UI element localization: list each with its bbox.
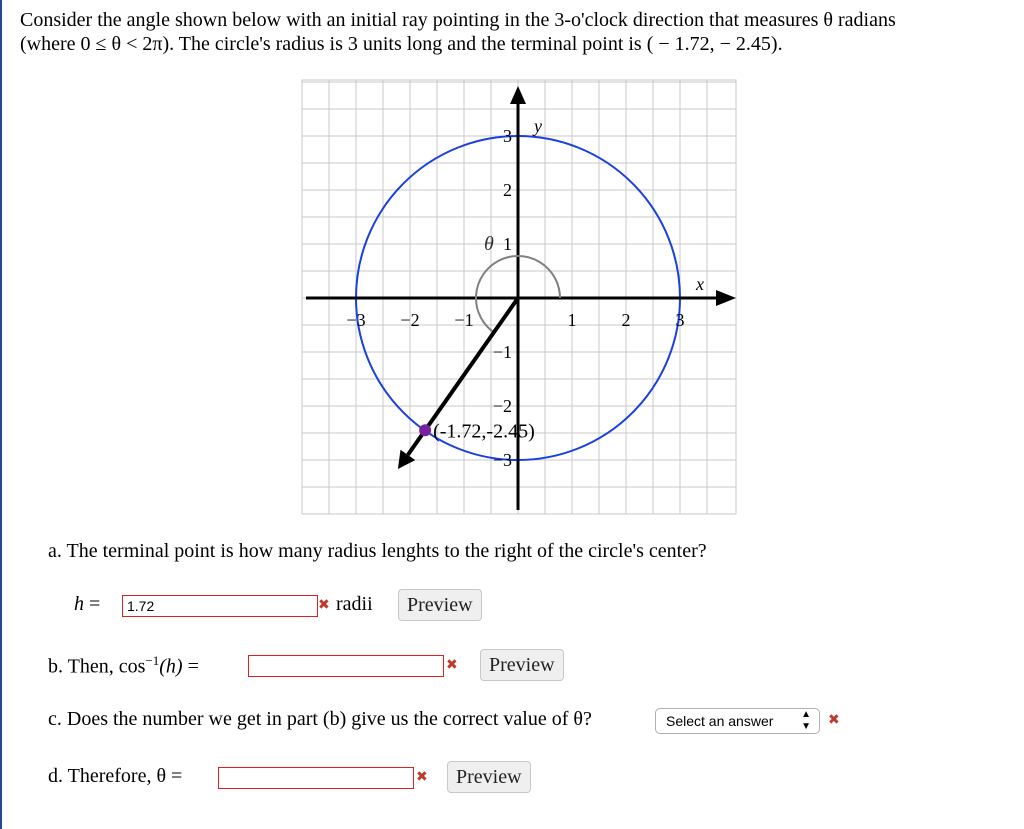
y-tick-label: −2 xyxy=(492,396,512,416)
preview-button-d[interactable]: Preview xyxy=(447,761,531,793)
answer-b-input[interactable] xyxy=(248,655,444,677)
question-a: a. The terminal point is how many radius lenghts to the right of the circle's center? xyxy=(48,540,707,562)
question-b-prefix: b. Then, cos xyxy=(48,655,146,678)
h-variable: h xyxy=(74,593,84,615)
y-tick-label: 3 xyxy=(503,126,512,146)
question-b xyxy=(48,653,199,679)
y-tick-label: 1 xyxy=(503,234,512,254)
terminal-ray-arrowhead xyxy=(398,450,415,469)
inverse-exponent: −1 xyxy=(145,653,160,668)
select-value: Select an answer xyxy=(666,713,774,729)
x-tick-label: −3 xyxy=(346,310,366,330)
x-axis-label: x xyxy=(696,274,704,294)
incorrect-icon: ✖ xyxy=(318,597,330,613)
question-d: d. Therefore, θ = xyxy=(48,765,183,787)
problem-line-1: Consider the angle shown below with an initial ray pointing in the 3-o'clock direction that measures θ radians xyxy=(20,9,896,31)
left-border xyxy=(0,0,2,829)
y-tick-label: −3 xyxy=(492,450,512,470)
terminal-point xyxy=(419,424,431,436)
y-axis-label: y xyxy=(534,116,542,136)
x-tick-label: 2 xyxy=(621,310,631,330)
select-arrows-icon: ▲ ▼ xyxy=(801,709,811,732)
preview-button-a[interactable]: Preview xyxy=(398,589,482,621)
question-b-arg: (h) xyxy=(159,655,183,678)
x-axis xyxy=(306,290,736,306)
h-equals: = xyxy=(89,593,101,615)
preview-button-b[interactable]: Preview xyxy=(480,649,564,681)
problem-line-2: (where 0 ≤ θ < 2π). The circle's radius is 3 units long and the terminal point is ( − 1.72, − 2.45). xyxy=(20,33,783,55)
incorrect-icon: ✖ xyxy=(446,657,458,673)
h-label xyxy=(74,593,100,616)
x-tick-label: 1 xyxy=(567,310,577,330)
question-b-equals: = xyxy=(187,655,199,678)
x-tick-label: −2 xyxy=(400,310,420,330)
radii-unit: radii xyxy=(336,593,373,615)
y-tick-label: 2 xyxy=(503,180,512,200)
answer-d-input[interactable] xyxy=(218,767,414,789)
x-tick-label: −1 xyxy=(454,310,474,330)
answer-a-input[interactable]: 1.72 xyxy=(122,595,318,617)
unit-circle-graph xyxy=(300,78,740,518)
problem-statement xyxy=(20,8,1010,56)
x-tick-label: 3 xyxy=(675,310,685,330)
incorrect-icon: ✖ xyxy=(416,769,428,785)
question-c: c. Does the number we get in part (b) give us the correct value of θ? xyxy=(48,708,592,730)
theta-label: θ xyxy=(484,233,494,255)
answer-c-select[interactable] xyxy=(655,708,820,734)
incorrect-icon: ✖ xyxy=(828,712,840,728)
y-tick-label: −1 xyxy=(492,342,512,362)
terminal-point-label: (-1.72,-2.45) xyxy=(433,420,535,443)
